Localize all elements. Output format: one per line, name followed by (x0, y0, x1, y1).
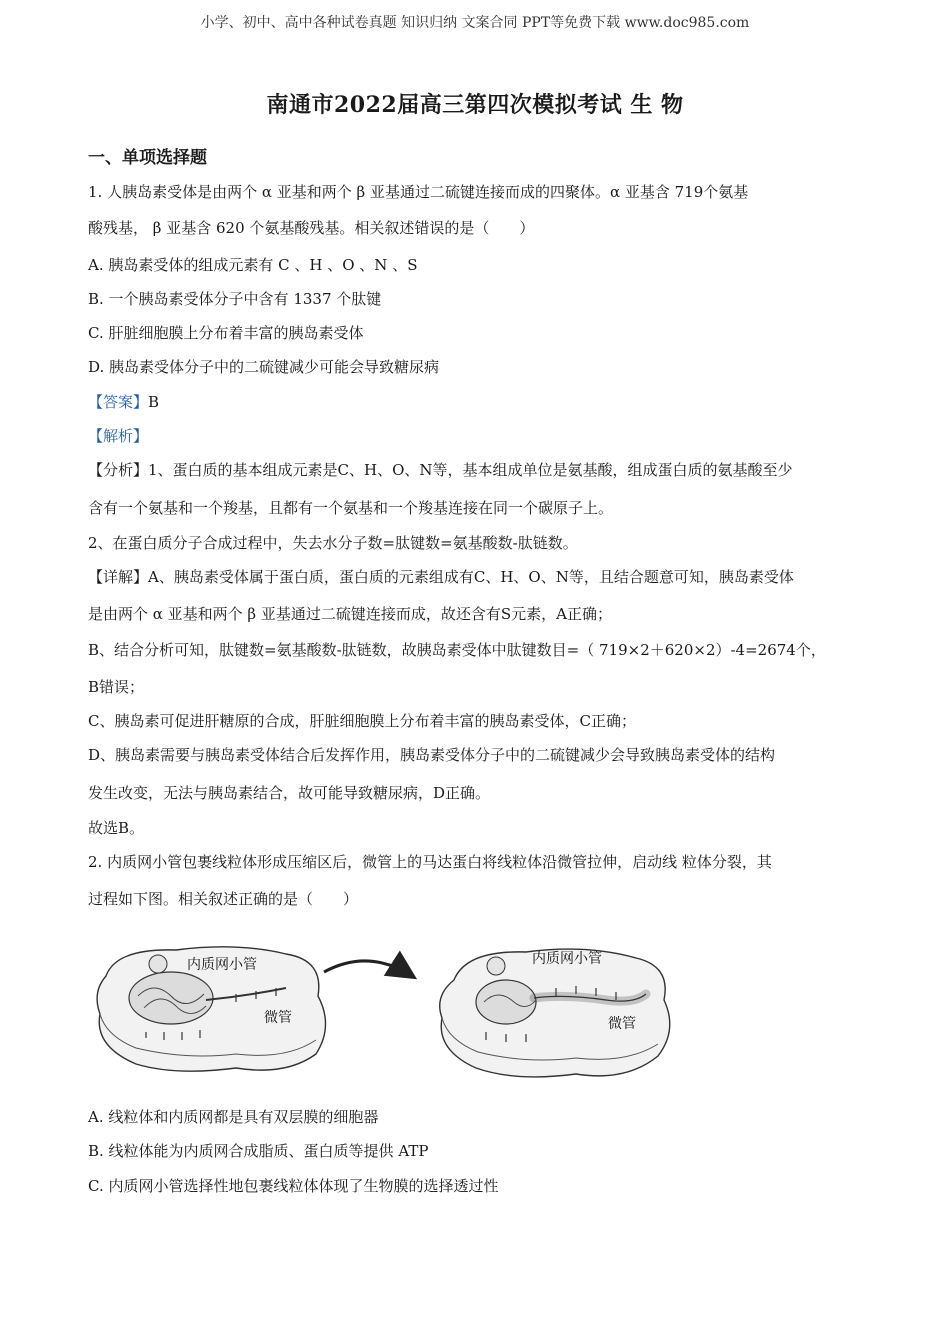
q1-option-b: B. 一个胰岛素受体分子中含有 1337 个肽键 (88, 290, 382, 308)
fenxi-text-1: 1、蛋白质的基本组成元素是C、H、O、N等，基本组成单位是氨基酸，组成蛋白质的氨基酸至少 (148, 461, 793, 479)
answer-value: B (148, 393, 160, 411)
q2-stem-line1: 2. 内质网小管包裹线粒体形成压缩区后，微管上的马达蛋白将线粒体沿微管拉伸，启动线 粒体分裂，其 (88, 853, 772, 871)
label-mt-left: 微管 (264, 1009, 292, 1025)
q1-conclusion: 故选B。 (88, 819, 145, 837)
q1-detail-line6: D、胰岛素需要与胰岛素受体结合后发挥作用，胰岛素受体分子中的二硫键减少会导致胰岛素受体的结构 (88, 746, 776, 764)
q1-option-d: D. 胰岛素受体分子中的二硫键减少可能会导致糖尿病 (88, 358, 440, 376)
fenxi-tag: 【分析】 (88, 461, 149, 479)
process-arrow-icon (324, 961, 412, 976)
q1-detail-line4: B错误； (88, 678, 145, 696)
q2-option-c: C. 内质网小管选择性地包裹线粒体体现了生物膜的选择透过性 (88, 1177, 499, 1195)
q1-detail-line2: 是由两个 α 亚基和两个 β 亚基通过二硫键连接而成，故还含有S元素，A正确； (88, 605, 612, 623)
right-cell-drawing (440, 949, 670, 1077)
q2-option-a: A. 线粒体和内质网都是具有双层膜的细胞器 (88, 1108, 379, 1126)
answer-tag: 【答案】 (88, 393, 149, 411)
q1-detail-line5: C、胰岛素可促进肝糖原的合成，肝脏细胞膜上分布着丰富的胰岛素受体，C正确； (88, 712, 636, 730)
q1-analysis-tag (88, 426, 148, 446)
label-mt-right: 微管 (608, 1015, 636, 1031)
q1-fenxi-line1 (88, 460, 793, 480)
page-title: 南通市2022届高三第四次模拟考试 生 物 (266, 92, 684, 118)
mitochondria-fission-figure (86, 936, 676, 1088)
q2-stem-line2: 过程如下图。相关叙述正确的是（ ） (88, 890, 359, 908)
label-er-right: 内质网小管 (532, 950, 602, 966)
q1-option-a: A. 胰岛素受体的组成元素有 C 、H 、O 、N 、S (88, 256, 418, 274)
page-header: 小学、初中、高中各种试卷真题 知识归纳 文案合同 PPT等免费下载 www.doc985.com (200, 15, 750, 31)
q1-option-c: C. 肝脏细胞膜上分布着丰富的胰岛素受体 (88, 324, 364, 342)
label-er-left: 内质网小管 (187, 956, 257, 972)
q1-detail-line3: B、结合分析可知，肽键数=氨基酸数-肽链数，故胰岛素受体中肽键数目=（ 719×2＋620×2）-4=2674个， (88, 641, 826, 659)
section-heading: 一、单项选择题 (88, 148, 207, 168)
q1-detail-line1 (88, 567, 794, 587)
analysis-tag: 【解析】 (88, 427, 149, 445)
q1-answer (88, 392, 159, 412)
detail-text-1: A、胰岛素受体属于蛋白质，蛋白质的元素组成有C、H、O、N等，且结合题意可知，胰岛素受体 (148, 568, 794, 586)
q1-fenxi-line3: 2、在蛋白质分子合成过程中，失去水分子数=肽键数=氨基酸数-肽链数。 (88, 534, 578, 552)
q1-detail-line7: 发生改变，无法与胰岛素结合，故可能导致糖尿病，D正确。 (88, 784, 491, 802)
q2-option-b: B. 线粒体能为内质网合成脂质、蛋白质等提供 ATP (88, 1142, 429, 1160)
detail-tag: 【详解】 (88, 568, 149, 586)
q1-stem-line2: 酸残基， β 亚基含 620 个氨基酸残基。相关叙述错误的是（ ） (88, 219, 535, 237)
q1-fenxi-line2: 含有一个氨基和一个羧基，且都有一个氨基和一个羧基连接在同一个碳原子上。 (88, 499, 614, 517)
q1-stem-line1: 1. 人胰岛素受体是由两个 α 亚基和两个 β 亚基通过二硫键连接而成的四聚体。α 亚基含 719个氨基 (88, 183, 749, 201)
